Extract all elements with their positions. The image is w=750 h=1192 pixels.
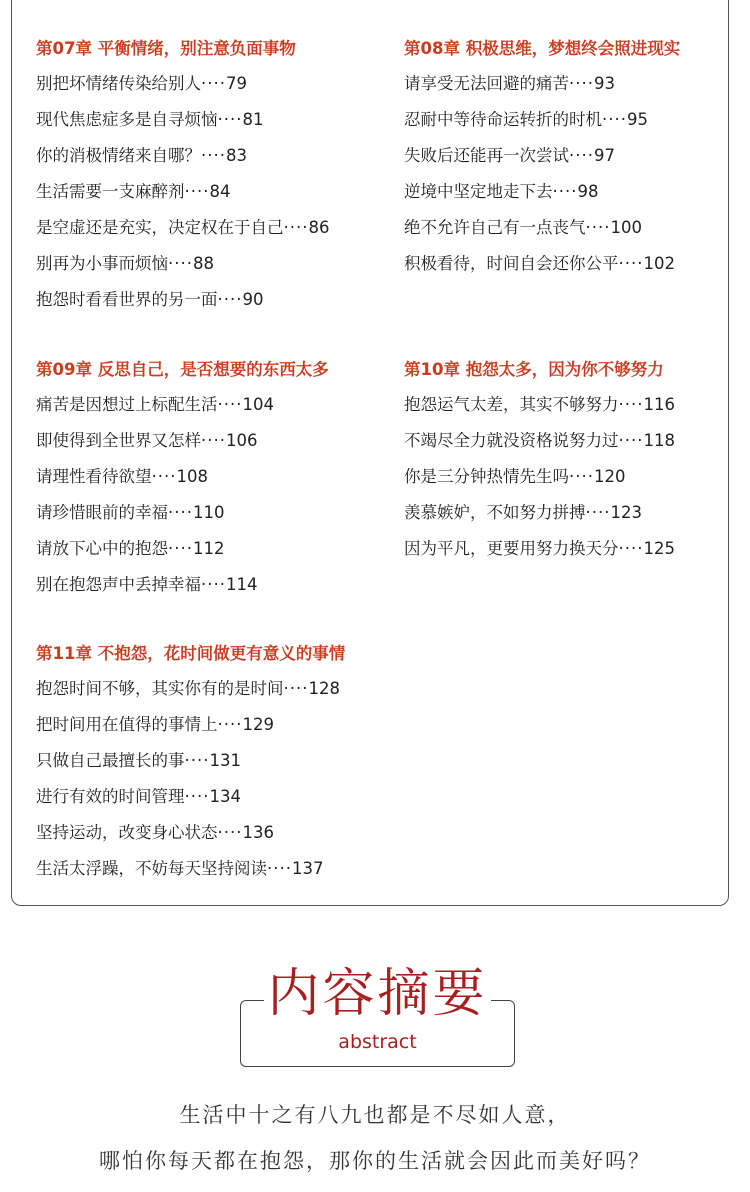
toc-entry-page-number: 129 <box>242 715 274 734</box>
toc-entry <box>36 502 329 538</box>
toc-entry-leader-dots: ···· <box>217 395 243 414</box>
toc-entry-page-number: 114 <box>225 575 258 594</box>
toc-entry-page-number: 86 <box>308 218 330 237</box>
toc-entry-title: 绝不允许自己有一点丧气 <box>404 218 586 237</box>
toc-entry-title: 你的消极情绪来自哪？ <box>36 146 201 165</box>
toc-entry-leader-dots: ···· <box>618 539 644 558</box>
toc-entry-title: 是空虚还是充实，决定权在于自己 <box>36 218 284 237</box>
toc-entry-leader-dots: ···· <box>618 431 644 450</box>
toc-entry-leader-dots: ···· <box>267 859 292 878</box>
toc-entry-page-number: 108 <box>176 467 208 486</box>
toc-entry <box>36 430 329 466</box>
toc-entry-title: 请理性看待欲望 <box>36 467 152 486</box>
toc-entry-title: 进行有效的时间管理 <box>36 787 185 806</box>
toc-entry <box>36 466 329 502</box>
toc-entry-page-number: 116 <box>643 395 675 414</box>
toc-entry <box>36 109 329 145</box>
toc-entry-page-number: 134 <box>209 787 241 806</box>
toc-entry <box>36 289 329 325</box>
toc-entry-leader-dots: ···· <box>602 110 627 129</box>
toc-entry <box>36 181 329 217</box>
toc-entry-page-number: 131 <box>209 751 241 770</box>
toc-entry-title: 生活太浮躁，不妨每天坚持阅读 <box>36 859 267 878</box>
toc-entry-title: 请放下心中的抱怨 <box>36 539 168 558</box>
toc-entry-title: 别再为小事而烦恼 <box>36 254 168 273</box>
toc-entry-page-number: 106 <box>225 431 258 450</box>
chapter-block <box>36 39 329 325</box>
abstract-title: 内容摘要 <box>264 960 491 1028</box>
toc-entry-page-number: 123 <box>610 503 642 522</box>
toc-entry <box>404 430 675 466</box>
toc-entry <box>36 73 329 109</box>
toc-entry-leader-dots: ···· <box>585 218 611 237</box>
toc-entry-title: 不竭尽全力就没资格说努力过 <box>404 431 619 450</box>
toc-entry-page-number: 83 <box>225 146 247 165</box>
toc-entry <box>36 750 345 786</box>
abstract-body <box>0 1092 750 1184</box>
toc-entry <box>404 253 680 289</box>
toc-entry-title: 羡慕嫉妒，不如努力拼搏 <box>404 503 586 522</box>
toc-entry <box>36 538 329 574</box>
toc-entry <box>36 822 345 858</box>
chapter-block <box>36 644 345 894</box>
toc-entry-leader-dots: ···· <box>618 395 644 414</box>
toc-entry-title: 逆境中坚定地走下去 <box>404 182 553 201</box>
toc-entry-title: 请珍惜眼前的幸福 <box>36 503 168 522</box>
toc-entry-page-number: 88 <box>192 254 214 273</box>
toc-entry-page-number: 98 <box>577 182 599 201</box>
toc-entry-page-number: 137 <box>291 859 324 878</box>
toc-entry-leader-dots: ···· <box>201 74 226 93</box>
toc-entry <box>36 678 345 714</box>
toc-entry-page-number: 120 <box>593 467 626 486</box>
toc-entry-page-number: 95 <box>626 110 648 129</box>
toc-entry-title: 忍耐中等待命运转折的时机 <box>404 110 602 129</box>
toc-entry-page-number: 79 <box>225 74 247 93</box>
abstract-heading <box>240 960 515 1068</box>
toc-entry-title: 生活需要一支麻醉剂 <box>36 182 185 201</box>
toc-entry <box>36 145 329 181</box>
toc-entry-page-number: 110 <box>192 503 225 522</box>
abstract-line: 哪怕你每天都在抱怨，那你的生活就会因此而美好吗？ <box>99 1149 651 1173</box>
toc-entry <box>404 181 680 217</box>
toc-entry-leader-dots: ···· <box>184 182 210 201</box>
toc-entry-page-number: 90 <box>242 290 264 309</box>
toc-entry-title: 抱怨时看看世界的另一面 <box>36 290 218 309</box>
toc-entry-page-number: 84 <box>209 182 231 201</box>
toc-entry-leader-dots: ···· <box>569 146 594 165</box>
toc-entry-page-number: 112 <box>192 539 225 558</box>
toc-entry-leader-dots: ···· <box>552 182 578 201</box>
toc-entry-title: 只做自己最擅长的事 <box>36 751 185 770</box>
toc-entry-title: 抱怨运气太差，其实不够努力 <box>404 395 619 414</box>
toc-entry-page-number: 100 <box>610 218 642 237</box>
toc-entry-leader-dots: ···· <box>168 254 193 273</box>
toc-entry <box>404 145 680 181</box>
toc-entry-leader-dots: ···· <box>151 467 177 486</box>
toc-entry <box>404 538 675 574</box>
toc-entry <box>36 574 329 610</box>
toc-entry-page-number: 81 <box>242 110 264 129</box>
toc-entry-leader-dots: ···· <box>184 751 210 770</box>
toc-entry-title: 别把坏情绪传染给别人 <box>36 74 201 93</box>
toc-entry-leader-dots: ···· <box>201 575 226 594</box>
chapter-title: 第09章 反思自己，是否想要的东西太多 <box>36 360 329 379</box>
toc-entry <box>404 73 680 109</box>
toc-entry <box>36 858 345 894</box>
toc-entry-leader-dots: ···· <box>201 431 226 450</box>
toc-entry <box>36 786 345 822</box>
chapter-block <box>404 360 675 574</box>
toc-entry-leader-dots: ···· <box>168 503 193 522</box>
toc-entry-leader-dots: ···· <box>618 254 644 273</box>
toc-entry-leader-dots: ···· <box>569 467 594 486</box>
toc-entry-title: 积极看待，时间自会还你公平 <box>404 254 619 273</box>
toc-entry-title: 别在抱怨声中丢掉幸福 <box>36 575 201 594</box>
toc-entry-leader-dots: ···· <box>283 679 309 698</box>
toc-entry-title: 坚持运动，改变身心状态 <box>36 823 218 842</box>
toc-entry <box>404 217 680 253</box>
toc-entry-page-number: 136 <box>242 823 274 842</box>
toc-entry <box>36 394 329 430</box>
toc-entry <box>404 502 675 538</box>
toc-entry <box>404 109 680 145</box>
toc-entry-leader-dots: ···· <box>283 218 309 237</box>
toc-entry-title: 你是三分钟热情先生吗 <box>404 467 569 486</box>
toc-entry-page-number: 128 <box>308 679 340 698</box>
toc-entry-leader-dots: ···· <box>184 787 210 806</box>
chapter-title: 第11章 不抱怨，花时间做更有意义的事情 <box>36 644 346 663</box>
chapter-title: 第07章 平衡情绪，别注意负面事物 <box>36 39 296 58</box>
chapter-title: 第08章 积极思维，梦想终会照进现实 <box>404 39 681 58</box>
toc-entry-page-number: 118 <box>643 431 675 450</box>
toc-entry <box>36 253 329 289</box>
toc-entry-title: 请享受无法回避的痛苦 <box>404 74 569 93</box>
chapter-title: 第10章 抱怨太多，因为你不够努力 <box>404 360 664 379</box>
toc-entry-title: 现代焦虑症多是自寻烦恼 <box>36 110 218 129</box>
toc-entry-leader-dots: ···· <box>217 110 243 129</box>
toc-entry-leader-dots: ···· <box>217 715 243 734</box>
toc-entry-title: 把时间用在值得的事情上 <box>36 715 218 734</box>
chapter-block <box>404 39 680 289</box>
toc-entry <box>36 714 345 750</box>
toc-entry-leader-dots: ···· <box>217 290 243 309</box>
toc-entry <box>36 217 329 253</box>
abstract-subtitle: abstract <box>338 1031 417 1053</box>
toc-entry-page-number: 93 <box>593 74 615 93</box>
toc-entry-title: 痛苦是因想过上标配生活 <box>36 395 218 414</box>
toc-entry-page-number: 125 <box>643 539 675 558</box>
toc-entry-leader-dots: ···· <box>217 823 243 842</box>
toc-entry-page-number: 102 <box>643 254 675 273</box>
toc-entry-leader-dots: ···· <box>569 74 594 93</box>
chapter-block <box>36 360 329 610</box>
toc-entry-title: 抱怨时间不够，其实你有的是时间 <box>36 679 284 698</box>
toc-entry-title: 即使得到全世界又怎样 <box>36 431 201 450</box>
toc-entry <box>404 466 675 502</box>
toc-entry-page-number: 104 <box>242 395 274 414</box>
toc-entry-leader-dots: ···· <box>201 146 226 165</box>
toc-entry-leader-dots: ···· <box>168 539 193 558</box>
toc-entry-page-number: 97 <box>593 146 615 165</box>
toc-entry-title: 失败后还能再一次尝试 <box>404 146 569 165</box>
toc-entry <box>404 394 675 430</box>
abstract-line: 生活中十之有八九也都是不尽如人意， <box>179 1103 571 1127</box>
toc-entry-leader-dots: ···· <box>585 503 611 522</box>
toc-entry-title: 因为平凡，更要用努力换天分 <box>404 539 619 558</box>
